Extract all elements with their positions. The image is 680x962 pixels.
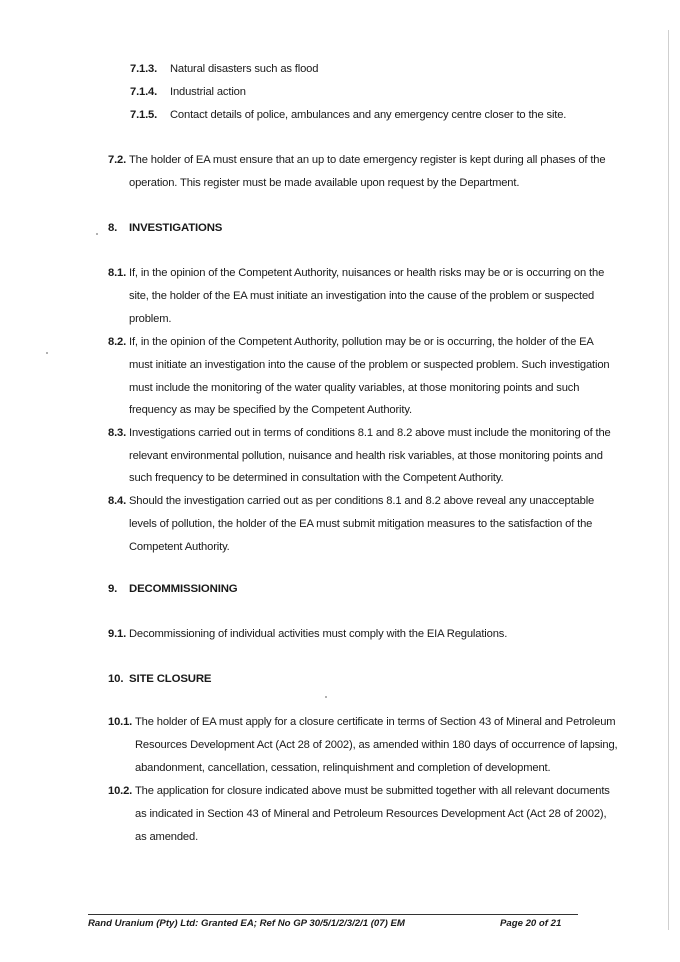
- paragraph-line: abandonment, cancellation, cessation, relinquishment and completion of development.: [135, 762, 551, 774]
- paragraph-number: 8.4.: [108, 495, 127, 507]
- paragraph-line: such frequency to be determined in consultation with the Competent Authority.: [129, 472, 504, 484]
- paragraph-line: The holder of EA must ensure that an up to date emergency register is kept during all phases of the: [129, 154, 606, 166]
- scan-edge-line: [668, 30, 669, 930]
- paragraph-number: 10.1.: [108, 716, 133, 728]
- paragraph-line: Resources Development Act (Act 28 of 2002), as amended within 180 days of occurrence of lapsing,: [135, 739, 618, 751]
- paragraph-number: 10.2.: [108, 785, 133, 797]
- paragraph-number: 8.1.: [108, 267, 127, 279]
- section-title: SITE CLOSURE: [129, 673, 212, 685]
- paragraph-line: must include the monitoring of the water quality variables, at those monitoring points and such: [129, 382, 580, 394]
- paragraph-number: 8.3.: [108, 427, 127, 439]
- scan-speck: [96, 233, 98, 235]
- paragraph-line: The application for closure indicated above must be submitted together with all relevant documents: [135, 785, 610, 797]
- scan-speck: [46, 352, 48, 354]
- paragraph-line: If, in the opinion of the Competent Authority, nuisances or health risks may be or is occurring on the: [129, 267, 605, 279]
- paragraph-line: If, in the opinion of the Competent Authority, pollution may be or is occurring, the holder of the EA: [129, 336, 594, 348]
- footer-reference: Rand Uranium (Pty) Ltd: Granted EA; Ref No GP 30/5/1/2/3/2/1 (07) EM: [88, 918, 405, 929]
- paragraph-line: operation. This register must be made available upon request by the Department.: [129, 177, 520, 189]
- paragraph-line: Should the investigation carried out as per conditions 8.1 and 8.2 above reveal any unacceptable: [129, 495, 595, 507]
- item-number: 7.1.3.: [130, 63, 158, 75]
- item-text: Contact details of police, ambulances and any emergency centre closer to the site.: [170, 109, 567, 121]
- scan-speck: [325, 696, 327, 698]
- page-number: Page 20 of 21: [500, 918, 562, 929]
- section-number: 9.: [108, 583, 118, 595]
- paragraph-line: must initiate an investigation into the cause of the problem or suspected problem. Such investigation: [129, 359, 610, 371]
- item-text: Industrial action: [170, 86, 246, 98]
- paragraph-line: frequency as may be specified by the Competent Authority.: [129, 404, 412, 416]
- section-title: INVESTIGATIONS: [129, 222, 223, 234]
- paragraph-line: problem.: [129, 313, 172, 325]
- item-number: 7.1.4.: [130, 86, 158, 98]
- item-number: 7.1.5.: [130, 109, 158, 121]
- paragraph-line: as indicated in Section 43 of Mineral and Petroleum Resources Development Act (Act 28 of 2002),: [135, 808, 607, 820]
- paragraph-number: 7.2.: [108, 154, 127, 166]
- footer-rule: [88, 914, 578, 915]
- paragraph-line: as amended.: [135, 831, 199, 843]
- paragraph-line: site, the holder of the EA must initiate an investigation into the cause of the problem or suspected: [129, 290, 595, 302]
- paragraph-line: Investigations carried out in terms of conditions 8.1 and 8.2 above must include the monitoring of the: [129, 427, 611, 439]
- paragraph-line: Decommissioning of individual activities must comply with the EIA Regulations.: [129, 628, 508, 640]
- paragraph-line: levels of pollution, the holder of the EA must submit mitigation measures to the satisfaction of the: [129, 518, 593, 530]
- section-number: 8.: [108, 222, 118, 234]
- paragraph-number: 8.2.: [108, 336, 127, 348]
- paragraph-line: relevant environmental pollution, nuisance and health risk variables, at those monitoring points and: [129, 450, 603, 462]
- section-number: 10.: [108, 673, 124, 685]
- paragraph-line: The holder of EA must apply for a closure certificate in terms of Section 43 of Mineral and Petroleum: [135, 716, 616, 728]
- paragraph-number: 9.1.: [108, 628, 127, 640]
- item-text: Natural disasters such as flood: [170, 63, 319, 75]
- section-title: DECOMMISSIONING: [129, 583, 238, 595]
- paragraph-line: Competent Authority.: [129, 541, 230, 553]
